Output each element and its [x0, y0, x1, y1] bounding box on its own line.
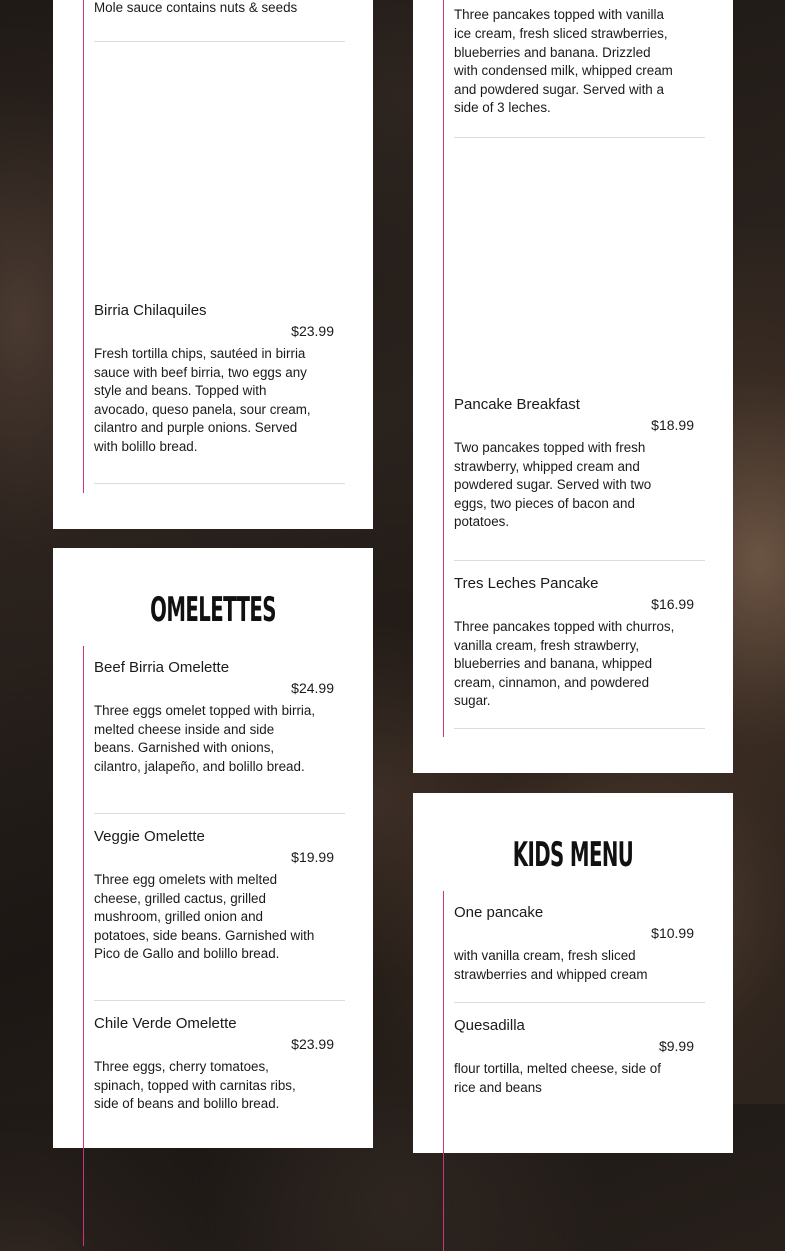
- menu-item: [94, 1001, 345, 1161]
- item-price: $23.99: [291, 1036, 334, 1052]
- item-price: $16.99: [651, 596, 694, 612]
- item-name: Veggie Omelette: [94, 828, 205, 845]
- item-name: Birria Chilaquiles: [94, 302, 207, 319]
- item-name: Pancake Breakfast: [454, 396, 580, 413]
- item-description: with vanilla cream, fresh sliced strawberries and whipped cream: [454, 948, 648, 982]
- item-price: $23.99: [291, 323, 334, 339]
- section-title: OMELETTES: [150, 590, 276, 630]
- item-description: Two pancakes topped with fresh strawberry, whipped cream and powdered sugar. Served with two eggs, two pieces of bacon and potatoes.: [454, 440, 652, 530]
- menu-card-kids: [413, 793, 733, 1153]
- menu-item: [454, 138, 705, 561]
- menu-item: [454, 1003, 705, 1123]
- item-price: $18.99: [651, 417, 694, 433]
- menu-card-right-top: [413, 0, 733, 773]
- item-description: Three pancakes topped with churros, vanilla cream, fresh strawberry, blueberries and banana, whipped cream, cinnamon, and powdered sugar.: [454, 619, 675, 709]
- item-description: Mole sauce contains nuts & seeds: [94, 0, 298, 15]
- item-description: Three pancakes topped with vanilla ice cream, fresh sliced strawberries, blueberries and banana. Drizzled with condensed milk, whipped cream and powdered sugar. Served with a side of 3 leches.: [454, 7, 673, 116]
- item-name: Tres Leches Pancake: [454, 575, 599, 592]
- item-price: $9.99: [658, 1038, 694, 1054]
- item-name: One pancake: [454, 904, 544, 921]
- item-image-placeholder: [94, 42, 345, 301]
- item-description: flour tortilla, melted cheese, side of rice and beans: [454, 1061, 661, 1095]
- menu-item: [94, 0, 345, 42]
- menu-items-list: [443, 0, 705, 737]
- menu-item: [94, 646, 345, 814]
- menu-item: [454, 0, 705, 138]
- menu-card-omelettes: [53, 548, 373, 1148]
- item-description: Fresh tortilla chips, sautéed in birria sauce with beef birria, two eggs any style and beans. Topped with avocado, queso panela, sour cream, cilantro and purple onions. Served with bolillo bread.: [94, 346, 311, 454]
- menu-item: [454, 561, 705, 729]
- menu-items-list: [83, 0, 345, 493]
- item-image-placeholder: [454, 138, 705, 395]
- item-description: Three egg omelets with melted cheese, grilled cactus, grilled mushroom, grilled onion and potatoes, side beans. Garnished with Pico de Gallo and bolillo bread.: [94, 872, 315, 962]
- item-name: Quesadilla: [454, 1017, 525, 1034]
- item-description: Three eggs omelet topped with birria, melted cheese inside and side beans. Garnished with onions, cilantro, jalapeño, and bolillo bread.: [94, 703, 316, 774]
- item-price: $24.99: [291, 680, 334, 696]
- item-description: Three eggs, cherry tomatoes, spinach, topped with carnitas ribs, side of beans and bolillo bread.: [94, 1059, 296, 1112]
- section-title: KIDS MENU: [512, 835, 634, 875]
- menu-items-list: [443, 891, 705, 1251]
- menu-item: [94, 42, 345, 484]
- menu-items-list: [83, 646, 345, 1246]
- item-price: $19.99: [291, 849, 334, 865]
- menu-item: [94, 814, 345, 1001]
- menu-card-left-top: [53, 0, 373, 529]
- item-price: $10.99: [651, 925, 694, 941]
- item-name: Chile Verde Omelette: [94, 1015, 237, 1032]
- menu-item: [454, 891, 705, 1003]
- item-name: Beef Birria Omelette: [94, 659, 230, 676]
